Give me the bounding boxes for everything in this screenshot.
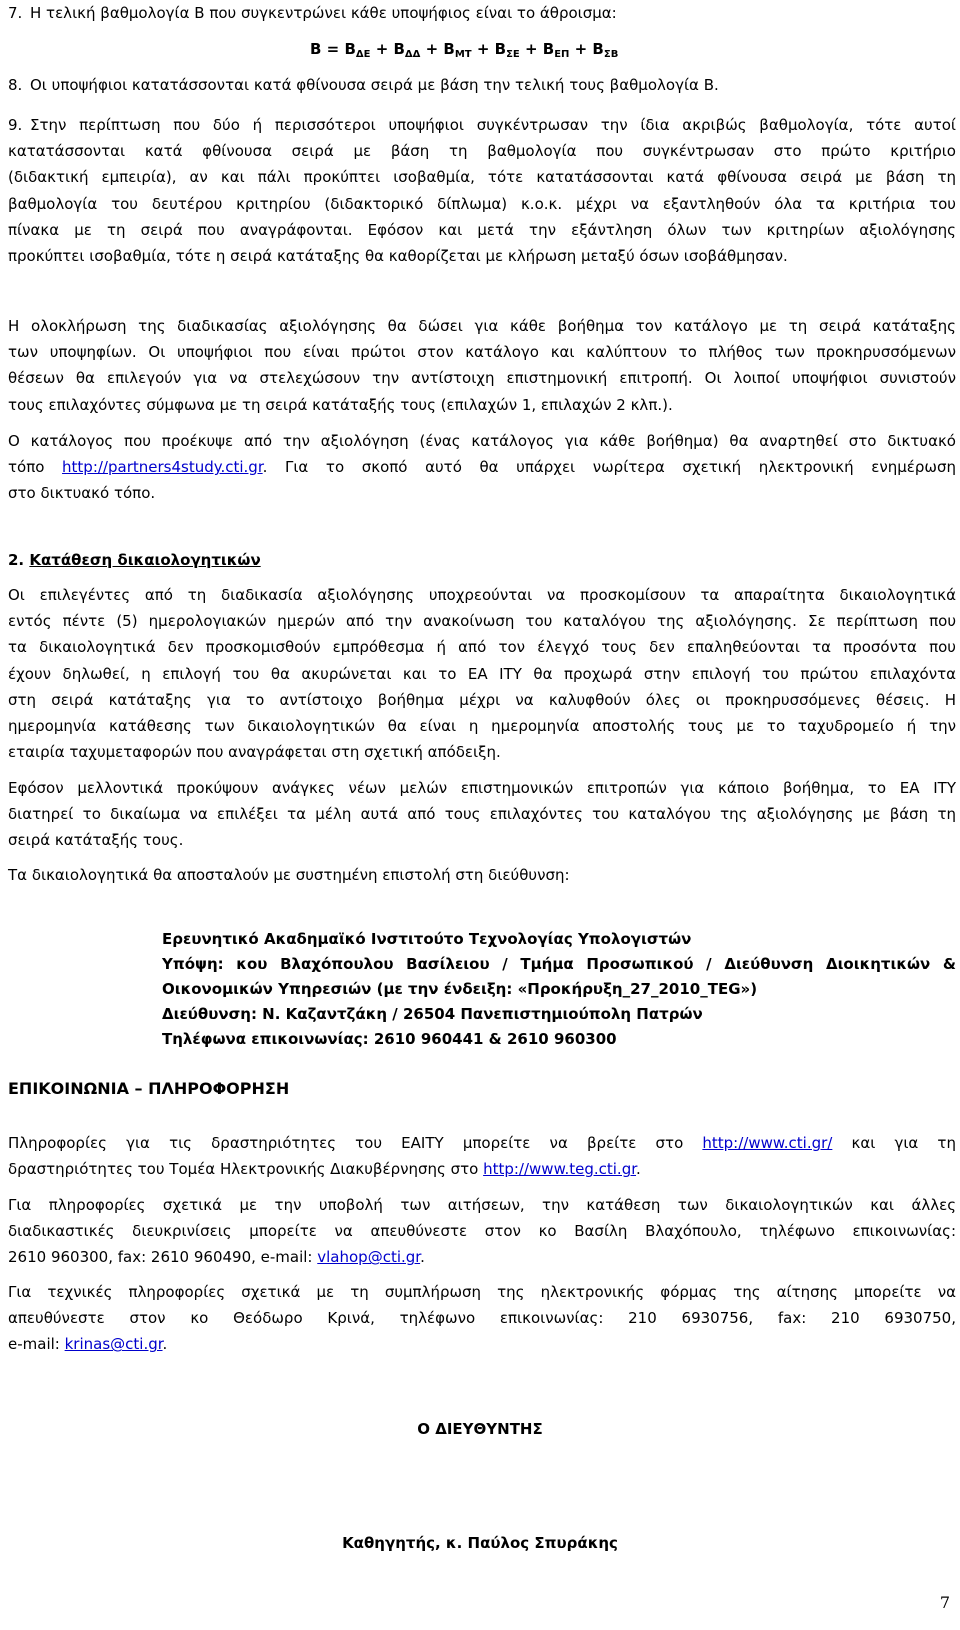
paragraph-documents-submission: Οι επιλεγέντες από τη διαδικασία αξιολόγησης υποχρεούνται να προσκομίσουν τα απαραίτητα δικαιολογητικά εντός πέντε (5) ημερολογιακών ημερών από την ανακοίνωση του καταλόγου της αξιολόγησης. Σε περίπτωση που τα δικαιολογητικά δεν προσκομισθούν εμπρόθεσμα ή από τον έλεγχό τους δεν επαληθεύονται τα προσόντα που έχουν δηλωθεί, η επιλογή του θα ακυρώνεται και το ΕΑ ΙΤΥ θα προχωρά στην επιλογή του πρώτου επιλαχόντα στη σειρά κατάταξης για το αντίστοιχο βοήθημα μέχρι να καλυφθούν όλες οι προκηρυσσόμενες θέσεις. Η ημερομηνία κατάθεσης των δικαιολογητικών θα είναι η ημερομηνία αποστολής τους με το ταχυδρομείο ή την εταιρία ταχυμεταφορών που αναγράφεται στη σχετική απόδειξη. xyxy=(8,586,956,762)
list-item-text: Η τελική βαθμολογία Β που συγκεντρώνει κάθε υποψήφιος είναι το άθροισμα: xyxy=(30,4,617,22)
contact-heading: ΕΠΙΚΟΙΝΩΝΙΑ – ΠΛΗΡΟΦΟΡΗΣΗ xyxy=(8,1079,290,1098)
list-item-text: Οι υποψήφιοι κατατάσσονται κατά φθίνουσα σειρά με βάση την τελική τους βαθμολογία Β. xyxy=(30,76,719,94)
list-number: 8. xyxy=(8,76,23,94)
list-item-7 xyxy=(8,0,956,26)
list-item-9: 9. Στην περίπτωση που δύο ή περισσότεροι υποψήφιοι συγκέντρωσαν την ίδια ακριβώς βαθμολογία, τότε αυτοί κατατάσσονται κατά φθίνουσα σειρά με βάση τη βαθμολογία που συγκέντρωσαν στο πρώτο κριτήριο (διδακτική εμπειρία), αν και πάλι προκύπτει ισοβαθμία, τότε κατατάσσονται κατά φθίνουσα σειρά με βάση τη βαθμολογία του δευτέρου κριτηρίου (διδακτορικό δίπλωμα) κ.ο.κ. μέχρι να εξαντληθούν όλα τα κριτήρια του πίνακα με τη σειρά που αναγράφονται. Εφόσον και μετά την εξάντληση όλων των κριτηρίων αξιολόγησης προκύπτει ισοβαθμία, τότε η σειρά κατάταξης θα καθορίζεται με κλήρωση μεταξύ όσων ισοβάθμησαν. xyxy=(8,112,956,269)
paragraph-catalog-publication: Ο κατάλογος που προέκυψε από την αξιολόγηση (ένας κατάλογος για κάθε βοήθημα) θα αναρτηθεί στο δικτυακό τόπο http://partners4study.cti.gr. Για το σκοπό αυτό θα υπάρχει νωρίτερα σχετική ηλεκτρονική ενημέρωση στο δικτυακό τόπο. xyxy=(8,432,956,503)
teg-link[interactable]: http://www.teg.cti.gr xyxy=(483,1160,637,1179)
list-number: 9. xyxy=(8,116,23,134)
list-item-8 xyxy=(8,72,956,98)
address-block: Ερευνητικό Ακαδημαϊκό Ινστιτούτο Τεχνολογίας Υπολογιστών Υπόψη: κου Βλαχόπουλου Βασίλειου / Τμήμα Προσωπικού / Διεύθυνση Διοικητικών & Οικονομικών Υπηρεσιών (με την ένδειξη: «Προκήρυξη_27_2010_TEG») Διεύθυνση: Ν. Καζαντζάκη / 26504 Πανεπιστημιούπολη Πατρών Τηλέφωνα επικοινωνίας: 2610 960441 & 2610 960300 xyxy=(162,930,956,1048)
paragraph-evaluation-result: Η ολοκλήρωση της διαδικασίας αξιολόγησης θα δώσει για κάθε βοήθημα τον κατάλογο με τη σειρά κατάταξης των υποψηφίων. Οι υποψήφιοι που είναι πρώτοι στον κατάλογο και καλύπτουν το πλήθος των προκηρυσσόμενων θέσεων θα επιλεγούν για να στελεχώσουν την αντίστοιχη επιστημονική επιτροπή. Οι λοιποί υποψήφιοι συνιστούν τους επιλαχόντες σύμφωνα με τη σειρά κατάταξής τους (επιλαχών 1, επιλαχών 2 κλπ.). xyxy=(8,317,956,414)
paragraph-send-address: Τα δικαιολογητικά θα αποσταλούν με συστημένη επιστολή στη διεύθυνση: xyxy=(8,866,570,884)
signature-name: Καθηγητής, κ. Παύλος Σπυράκης xyxy=(342,1534,618,1552)
paragraph-technical-info: Για τεχνικές πληροφορίες σχετικά με τη συμπλήρωση της ηλεκτρονικής φόρμας της αίτησης μπορείτε να απευθύνεστε στον κο Θεόδωρο Κρινά, τηλέφωνο επικοινωνίας: 210 6930756, fax: 210 6930750, e-mail: krinas@cti.gr. xyxy=(8,1283,956,1354)
formula: $B = B_{\Delta E} + B_{\Delta\Delta} + B_{MT} + B_{\Sigma E} + B_{E\Pi} + B_{\Sigma B}$ xyxy=(310,40,619,60)
partners4study-link[interactable]: http://partners4study.cti.gr xyxy=(62,458,263,477)
section-heading-documents: 2. Κατάθεση δικαιολογητικών xyxy=(8,551,261,569)
krinas-email-link[interactable]: krinas@cti.gr xyxy=(64,1335,163,1354)
list-number: 7. xyxy=(8,4,23,22)
paragraph-future-needs: Εφόσον μελλοντικά προκύψουν ανάγκες νέων μελών επιστημονικών επιτροπών για κάποιο βοήθημα, το ΕΑ ΙΤΥ διατηρεί το δικαίωμα να επιλέξει τα μέλη αυτά από τους επιλαχόντες του καταλόγου της αξιολόγησης με βάση τη σειρά κατάταξής τους. xyxy=(8,779,956,850)
cti-link[interactable]: http://www.cti.gr/ xyxy=(702,1134,833,1152)
paragraph-activities-info: Πληροφορίες για τις δραστηριότητες του ΕΑΙΤΥ μπορείτε να βρείτε στο http://www.cti.gr/ και για τη δραστηριότητες του Τομέα Ηλεκτρονικής Διακυβέρνησης στο http://www.teg.cti.gr. xyxy=(8,1134,956,1179)
page-number: 7 xyxy=(939,1593,950,1612)
paragraph-application-info: Για πληροφορίες σχετικά με την υποβολή των αιτήσεων, την κατάθεση των δικαιολογητικών και άλλες διαδικαστικές διευκρινίσεις μπορείτε να απευθύνεστε στον κο Βασίλη Βλαχόπουλο, τηλέφωνο επικοινωνίας: 2610 960300, fax: 2610 960490, e-mail: vlahop@cti.gr. xyxy=(8,1196,956,1267)
signature-title: Ο ΔΙΕΥΘΥΝΤΗΣ xyxy=(417,1420,543,1438)
vlahop-email-link[interactable]: vlahop@cti.gr xyxy=(317,1248,421,1267)
